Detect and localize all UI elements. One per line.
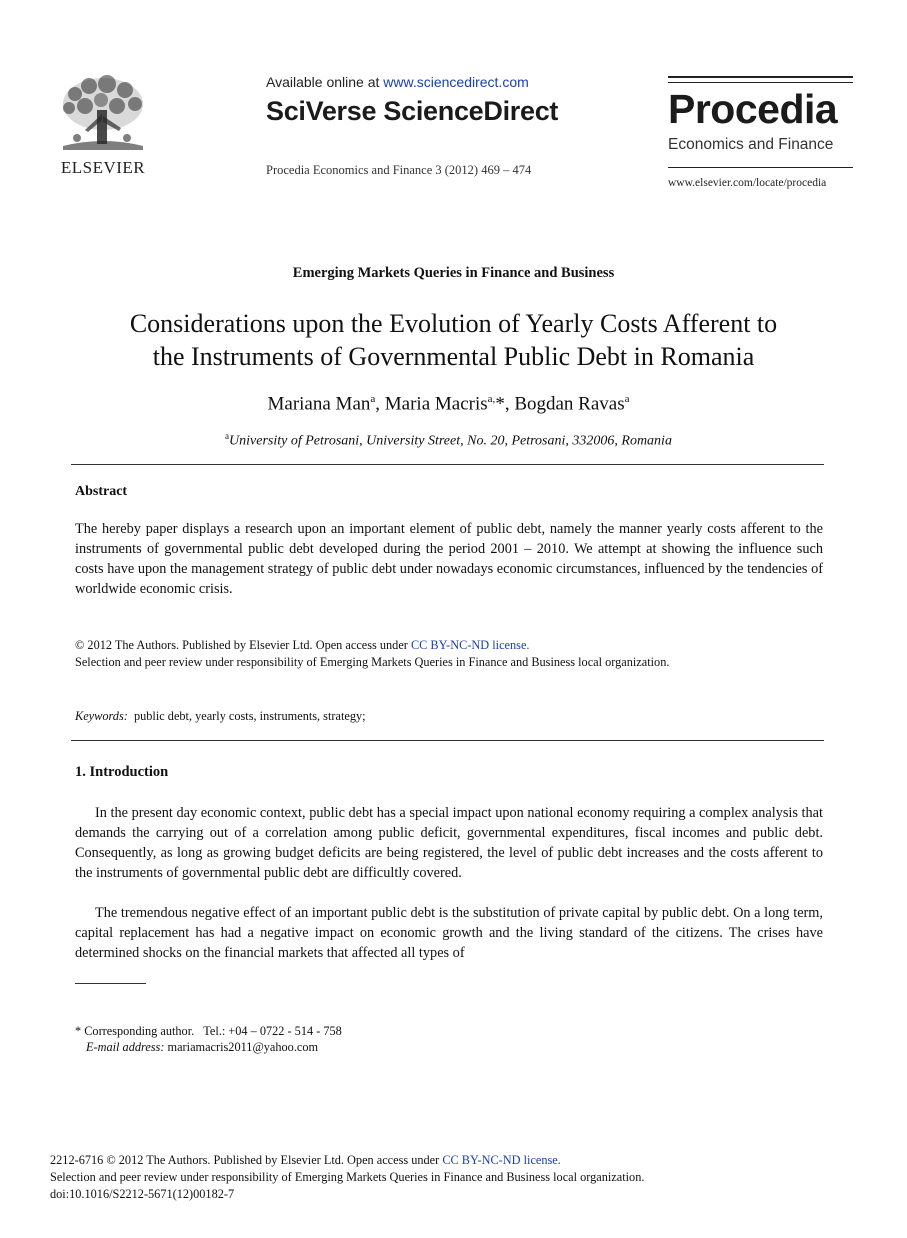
divider xyxy=(71,740,824,741)
email-address[interactable]: mariamacris2011@yahoo.com xyxy=(167,1040,319,1054)
affiliation-mark: a xyxy=(225,431,230,441)
author-name: Bogdan Ravas xyxy=(514,393,625,415)
footer-peer-review-note: Selection and peer review under responsibility of Emerging Markets Queries in Finance and Business local organization. xyxy=(50,1170,645,1184)
affiliation-text: University of Petrosani, University Street, No. 20, Petrosani, 332006, Romania xyxy=(229,433,672,449)
corresponding-author-footnote xyxy=(75,1024,342,1039)
procedia-bottom-rule xyxy=(668,167,853,168)
affiliation xyxy=(0,431,897,450)
author-name: Maria Macris xyxy=(384,393,488,415)
author-name: Mariana Man xyxy=(267,393,371,415)
footer-license-link[interactable]: CC BY-NC-ND license. xyxy=(442,1153,561,1167)
section-heading: 1. Introduction xyxy=(75,764,169,780)
license-link[interactable]: CC BY-NC-ND license. xyxy=(410,638,530,652)
procedia-top-rule-thin xyxy=(668,82,853,83)
author-list: Mariana Man$^a$, Maria Macris$^{a,}$*, Bogdan Ravas$^a$ xyxy=(267,393,630,415)
procedia-url[interactable]: www.elsevier.com/locate/procedia xyxy=(668,177,827,189)
peer-review-note: Selection and peer review under responsibility of Emerging Markets Queries in Finance and Business local organization. xyxy=(75,655,670,669)
corresponding-author-mark: * xyxy=(495,393,505,415)
corresponding-author-label: * Corresponding author. xyxy=(75,1024,195,1038)
email-footnote xyxy=(86,1040,318,1055)
footnote-rule xyxy=(75,983,146,984)
copyright-line xyxy=(75,638,529,653)
author-affiliation-mark: a xyxy=(370,393,376,405)
platform-wordmark: SciVerse ScienceDirect xyxy=(266,96,559,126)
paper-title xyxy=(60,307,847,373)
body-paragraph: In the present day economic context, public debt has a special impact upon national economy requiring a complex analysis that demands the carrying out of a correlation among public deficit, governmental expenditures, fiscal incomes and public debt. Consequently, as long as growing budget deficits are being registered, the level of public debt increases and the costs afferent to the instruments of governmental public debt are difficultly covered. xyxy=(75,805,823,881)
abstract-text: The hereby paper displays a research upon an important element of public debt, namely the manner yearly costs afferent to the instruments of governmental public debt developed during the period 2001 – 2010. We attempt at showing the influence such costs have upon the management strategy of public debt under nowadays economic circumstances, influenced by the tendencies of worldwide economic crisis. xyxy=(75,521,823,597)
procedia-top-rule xyxy=(668,76,853,78)
abstract-heading: Abstract xyxy=(75,484,128,499)
footer-issn-text: 2212-6716 © 2012 The Authors. Published by Elsevier Ltd. Open access under xyxy=(50,1153,443,1167)
conference-title: Emerging Markets Queries in Finance and Business xyxy=(292,265,615,281)
author-affiliation-mark: a, xyxy=(487,393,496,405)
paper-title-line-1: Considerations upon the Evolution of Yearly Costs Afferent to xyxy=(129,309,778,338)
keywords-label: Keywords: xyxy=(75,709,128,723)
paper-title-line-2: the Instruments of Governmental Public Debt in Romania xyxy=(152,342,755,371)
available-online-prefix: Available online at xyxy=(266,74,384,90)
footer-doi[interactable]: doi:10.1016/S2212-5671(12)00182-7 xyxy=(50,1187,235,1201)
divider xyxy=(71,464,824,465)
journal-reference: Procedia Economics and Finance 3 (2012) 469 – 474 xyxy=(266,163,532,177)
body-paragraph: The tremendous negative effect of an important public debt is the substitution of private capital by public debt. On a long term, capital replacement has had a negative impact on economic growth and the living standard of the citizens. The crises have determined shocks on the financial markets that affected all types of xyxy=(75,905,823,961)
copyright-text: © 2012 The Authors. Published by Elsevier Ltd. Open access under xyxy=(75,638,411,652)
procedia-subtitle: Economics and Finance xyxy=(668,136,834,153)
available-online-line xyxy=(266,74,529,90)
footer-copyright xyxy=(50,1153,561,1168)
author-affiliation-mark: a xyxy=(624,393,630,405)
email-label: E-mail address: xyxy=(86,1040,165,1054)
sciencedirect-link[interactable]: www.sciencedirect.com xyxy=(383,74,529,90)
telephone: Tel.: +04 – 0722 - 514 - 758 xyxy=(203,1024,342,1038)
elsevier-wordmark: ELSEVIER xyxy=(60,158,146,177)
keywords-line xyxy=(75,709,366,724)
procedia-wordmark: Procedia xyxy=(668,86,838,132)
keywords-list: public debt, yearly costs, instruments, strategy; xyxy=(133,709,366,723)
